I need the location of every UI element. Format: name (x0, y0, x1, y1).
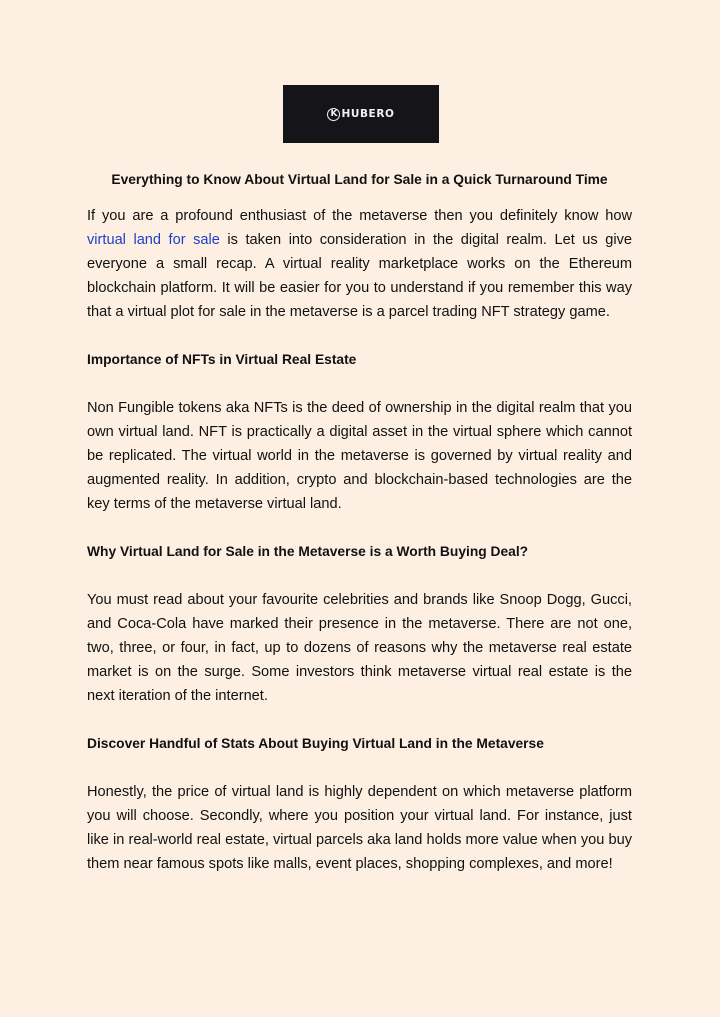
intro-text-end: is taken into consideration in the digital realm. Let us give everyone a small recap. A virtual reality marketplace works on the Ethereum blockchain platform. It will be easier for you to understand if you remember this way that a virtual plot for sale in the metaverse is a parcel trading NFT strategy game. (87, 232, 632, 320)
logo-text: HUBERO (341, 108, 395, 120)
section-body-worth-buying: You must read about your favourite celebrities and brands like Snoop Dogg, Gucci, and Coca-Cola have marked their presence in the metaverse. There are not one, two, three, or four, in fact, up to dozens of reasons why the metaverse real estate market is on the surge. Some investors think metaverse virtual real estate is the next iteration of the internet. (87, 592, 632, 704)
intro-paragraph (87, 204, 632, 324)
intro-text-start: If you are a profound enthusiast of the metaverse then you definitely know how (87, 208, 632, 224)
article-content (87, 168, 632, 876)
article-title: Everything to Know About Virtual Land for Sale in a Quick Turnaround Time (111, 172, 608, 187)
logo-mark-icon: K (327, 108, 340, 121)
section-heading-stats: Discover Handful of Stats About Buying Virtual Land in the Metaverse (87, 736, 544, 751)
section-body-stats: Honestly, the price of virtual land is highly dependent on which metaverse platform you will choose. Secondly, where you position your virtual land. For instance, just like in real-world real estate, virtual parcels aka land holds more value when you buy them near famous spots like malls, event places, shopping complexes, and more! (87, 784, 632, 872)
logo-inner (327, 108, 394, 121)
virtual-land-link[interactable]: virtual land for sale (87, 232, 220, 248)
section-heading-nft-importance: Importance of NFTs in Virtual Real Estate (87, 352, 357, 367)
section-body-nft-importance: Non Fungible tokens aka NFTs is the deed of ownership in the digital realm that you own virtual land. NFT is practically a digital asset in the virtual sphere which cannot be replicated. The virtual world in the metaverse is governed by virtual reality and augmented reality. In addition, crypto and blockchain-based technologies are the key terms of the metaverse virtual land. (87, 400, 632, 512)
section-heading-worth-buying: Why Virtual Land for Sale in the Metaverse is a Worth Buying Deal? (87, 544, 529, 559)
khubero-logo (283, 85, 439, 143)
